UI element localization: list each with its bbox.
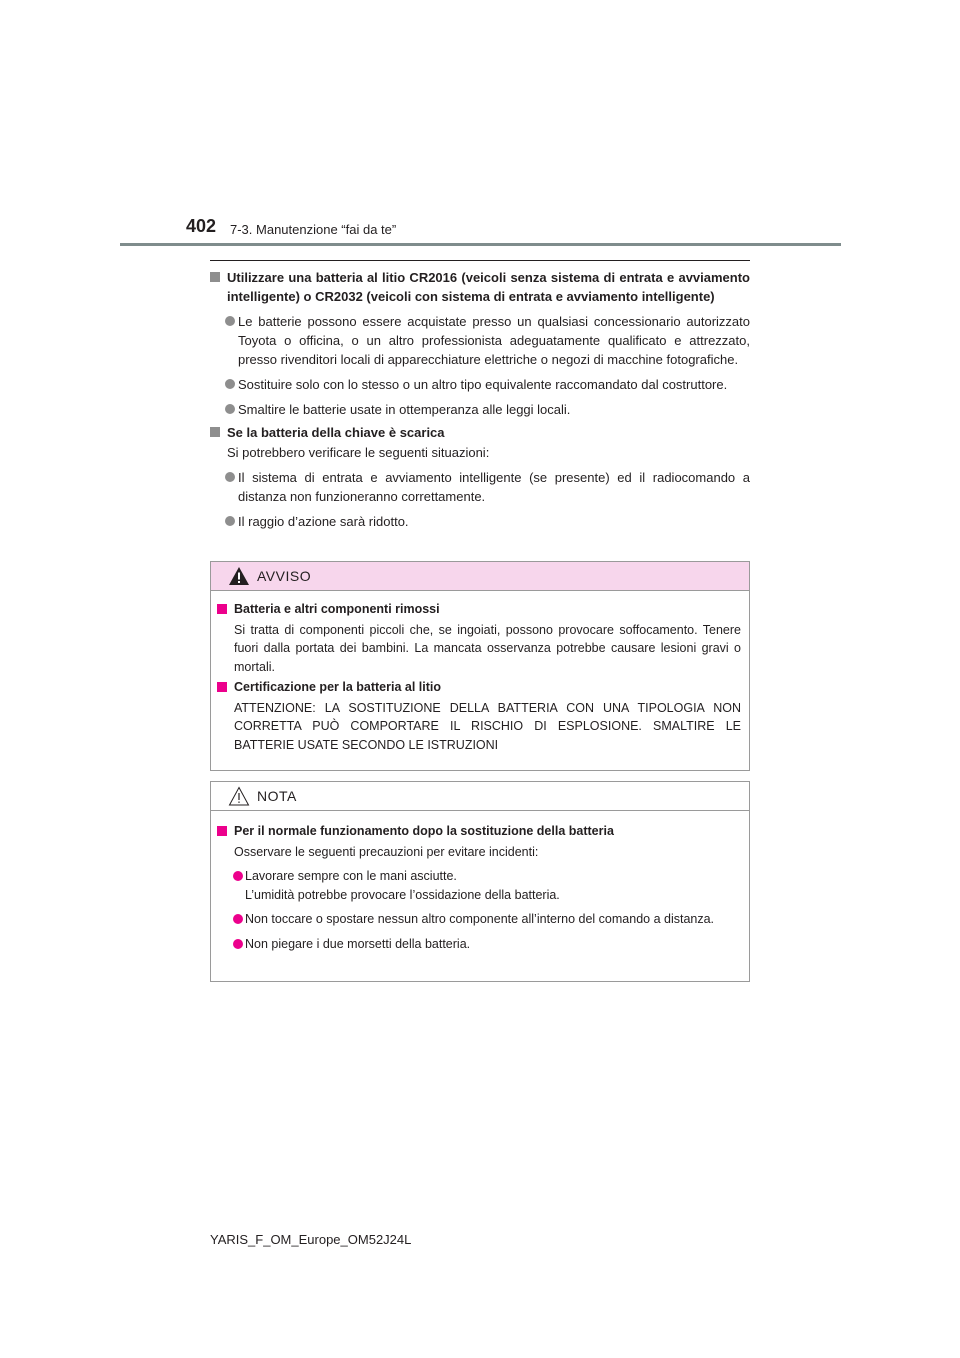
square-bullet-icon	[210, 272, 220, 282]
list-item: Le batterie possono essere acquistate presso un qualsiasi concessionario autorizzato Toyota o officina, o un altro professionista adeguatamente qualificato e attrezzato, presso rivenditori locali di apparecchiature elettriche o negozi di macchine fotografiche.	[210, 312, 750, 369]
warning-label: AVVISO	[257, 568, 312, 584]
round-bullet-icon	[225, 379, 235, 389]
square-bullet-icon	[217, 826, 227, 836]
list-item: Non toccare o spostare nessun altro componente all’interno del comando a distanza.	[217, 910, 741, 929]
list-item: Il raggio d’azione sarà ridotto.	[210, 512, 750, 531]
note-subtitle: Per il normale funzionamento dopo la sostituzione della batteria	[217, 822, 741, 841]
list-item: Lavorare sempre con le mani asciutte. L’umidità potrebbe provocare l’ossidazione della batteria.	[217, 867, 741, 904]
chapter-title: 7-3. Manutenzione “fai da te”	[230, 222, 397, 237]
footer-document-code: YARIS_F_OM_Europe_OM52J24L	[210, 1232, 412, 1247]
warning-text-lithium: ATTENZIONE: LA SOSTITUZIONE DELLA BATTERIA CON UNA TIPOLOGIA NON CORRETTA PUÒ COMPORTARE IL RISCHIO DI ESPLOSIONE. SMALTIRE LE BATTERIE USATE SECONDO LE ISTRUZIONI	[234, 700, 741, 752]
page-number: 402	[186, 216, 217, 236]
square-bullet-icon	[217, 682, 227, 692]
section-title-battery-type: Utilizzare una batteria al litio CR2016 (veicoli senza sistema di entrata e avviamento intelligente) o CR2032 (veicoli con sistema di entrata e avviamento intelligente)	[210, 268, 750, 306]
section-title-low-battery: Se la batteria della chiave è scarica	[210, 423, 750, 442]
square-bullet-icon	[210, 427, 220, 437]
note-intro: Osservare le seguenti precauzioni per evitare incidenti:	[234, 844, 539, 859]
warning-box	[210, 561, 750, 771]
caution-outline-triangle-icon	[228, 786, 250, 806]
round-bullet-icon	[233, 914, 243, 924]
warning-subtitle-lithium: Certificazione per la batteria al litio	[217, 678, 741, 697]
note-body	[217, 822, 741, 953]
round-bullet-icon	[233, 871, 243, 881]
header-rule	[120, 243, 841, 246]
list-item: Non piegare i due morsetti della batteria.	[217, 935, 741, 954]
section-intro: Si potrebbero verificare le seguenti situazioni:	[227, 445, 490, 460]
list-item: Il sistema di entrata e avviamento intelligente (se presente) ed il radiocomando a distanza non funzioneranno correttamente.	[210, 468, 750, 506]
section-rule	[210, 260, 750, 261]
warning-triangle-icon	[228, 566, 250, 586]
round-bullet-icon	[233, 939, 243, 949]
list-item: Smaltire le batterie usate in ottemperanza alle leggi locali.	[210, 400, 750, 419]
warning-header	[211, 562, 749, 591]
round-bullet-icon	[225, 316, 235, 326]
round-bullet-icon	[225, 472, 235, 482]
note-box	[210, 781, 750, 982]
warning-text-components: Si tratta di componenti piccoli che, se ingoiati, possono provocare soffocamento. Tenere fuori dalla portata dei bambini. La mancata osservanza potrebbe causare lesioni gravi o mortali.	[234, 622, 741, 674]
main-content	[210, 268, 750, 531]
list-item: Sostituire solo con lo stesso o un altro tipo equivalente raccomandato dal costruttore.	[210, 375, 750, 394]
warning-body	[217, 600, 741, 754]
note-label: NOTA	[257, 788, 297, 804]
square-bullet-icon	[217, 604, 227, 614]
warning-subtitle-components: Batteria e altri componenti rimossi	[217, 600, 741, 619]
round-bullet-icon	[225, 404, 235, 414]
round-bullet-icon	[225, 516, 235, 526]
note-header	[211, 782, 749, 811]
